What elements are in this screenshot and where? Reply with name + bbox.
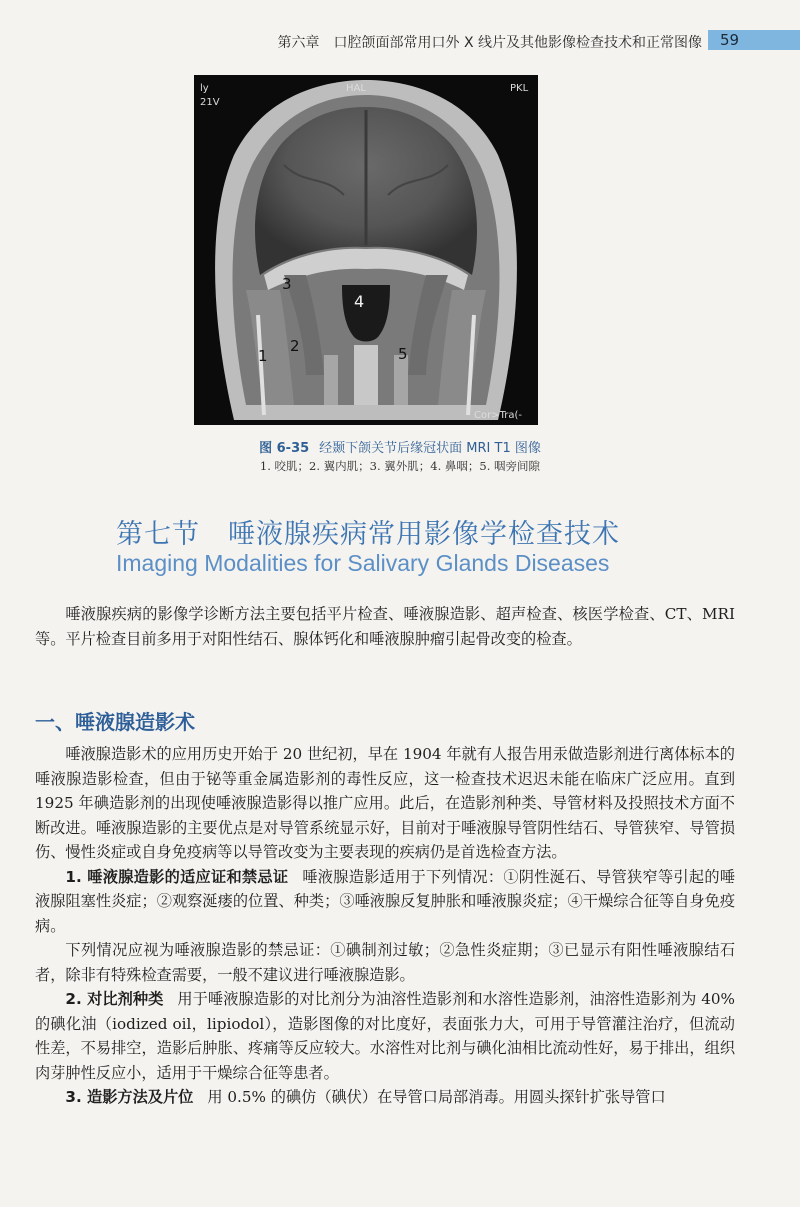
paragraph-contraindications: 下列情况应视为唾液腺造影的禁忌证：①碘制剂过敏；②急性炎症期；③已显示有阳性唾液腺结石者，除非有特殊检查需要，一般不建议进行唾液腺造影。 [35, 941, 735, 984]
chapter-title: 第六章 口腔颌面部常用口外 X 线片及其他影像检查技术和正常图像 [277, 35, 702, 51]
paragraph-history: 唾液腺造影术的应用历史开始于 20 世纪初，早在 1904 年就有人报告用汞做造影剂进行离体标本的唾液腺造影检查，但由于铋等重金属造影剂的毒性反应，这一检查技术迟迟未能在临床广泛应用。直到 1925 年碘造影剂的出现使唾液腺造影得以推广应用。此后，在造影剂种类、导管材料及投照技术方面不断改进。唾液腺造影的主要优点是对导管系统显示好，目前对于唾液腺导管阴性结石、导管狭窄、导管损伤、慢性炎症或自身免疫病等以导管改变为主要表现的疾病仍是首选检查方法。 [35, 745, 735, 861]
subsection-heading: 一、唾液腺造影术 [35, 710, 195, 734]
running-header [0, 30, 800, 52]
figure-legend: 1. 咬肌；2. 翼内肌；3. 翼外肌；4. 鼻咽；5. 咽旁间隙 [259, 459, 541, 473]
marker-3: 3 [282, 275, 292, 293]
paragraph-indications [35, 865, 735, 939]
marker-5: 5 [398, 345, 408, 363]
item3-text: 用 0.5% 的碘仿（碘伏）在导管口局部消毒。用圆头探针扩张导管口 [207, 1088, 666, 1106]
section-title [116, 512, 620, 551]
overlay-top-center: HAL [346, 83, 366, 94]
item3-lead: 3. 造影方法及片位 [65, 1088, 194, 1106]
page-number: 59 [708, 30, 800, 50]
mri-image [194, 75, 538, 425]
section-subtitle-en: Imaging Modalities for Salivary Glands Diseases [116, 550, 610, 576]
section-title-text: 唾液腺疾病常用影像学检查技术 [228, 519, 620, 550]
overlay-bottom-right: Cor>Tra(- [474, 410, 522, 421]
figure-caption-title: 经颞下颌关节后缘冠状面 MRI T1 图像 [319, 441, 541, 456]
marker-1: 1 [258, 347, 268, 365]
marker-2: 2 [290, 337, 300, 355]
overlay-top-left-b: 21V [200, 97, 220, 108]
paragraph-method [35, 1085, 735, 1110]
subsection-body [35, 742, 735, 1110]
item2-text: 用于唾液腺造影的对比剂分为油溶性造影剂和水溶性造影剂，油溶性造影剂为 40% 的碘化油（iodized oil，lipiodol），造影图像的对比度好，表面张力大，可用于导管灌注治疗，但流动性差，不易排空，造影后肿胀、疼痛等反应较大。水溶性对比剂与碘化油相比流动性好，易于排出，组织肉芽肿性反应小，适用于干燥综合征等患者。 [35, 990, 735, 1082]
figure-caption [0, 437, 800, 456]
marker-4: 4 [354, 292, 365, 311]
intro-block [35, 602, 735, 651]
overlay-top-left-a: ly [200, 83, 209, 94]
section-number: 第七节 [116, 519, 200, 550]
overlay-top-right: PKL [510, 83, 529, 94]
item1-text: 唾液腺造影适用于下列情况：①阴性涎石、导管狭窄等引起的唾液腺阻塞性炎症；②观察涎瘘的位置、种类；③唾液腺反复肿胀和唾液腺炎症；④干燥综合征等自身免疫病。 [35, 867, 736, 935]
intro-paragraph: 唾液腺疾病的影像学诊断方法主要包括平片检查、唾液腺造影、超声检查、核医学检查、CT、MRI 等。平片检查目前多用于对阳性结石、腺体钙化和唾液腺肿瘤引起骨改变的检查。 [35, 605, 735, 648]
item1-lead: 1. 唾液腺造影的适应证和禁忌证 [65, 867, 289, 886]
paragraph-contrast-agents [35, 987, 735, 1085]
item2-lead: 2. 对比剂种类 [65, 990, 164, 1008]
mri-figure [194, 75, 538, 425]
figure-id: 图 6-35 [259, 441, 310, 456]
